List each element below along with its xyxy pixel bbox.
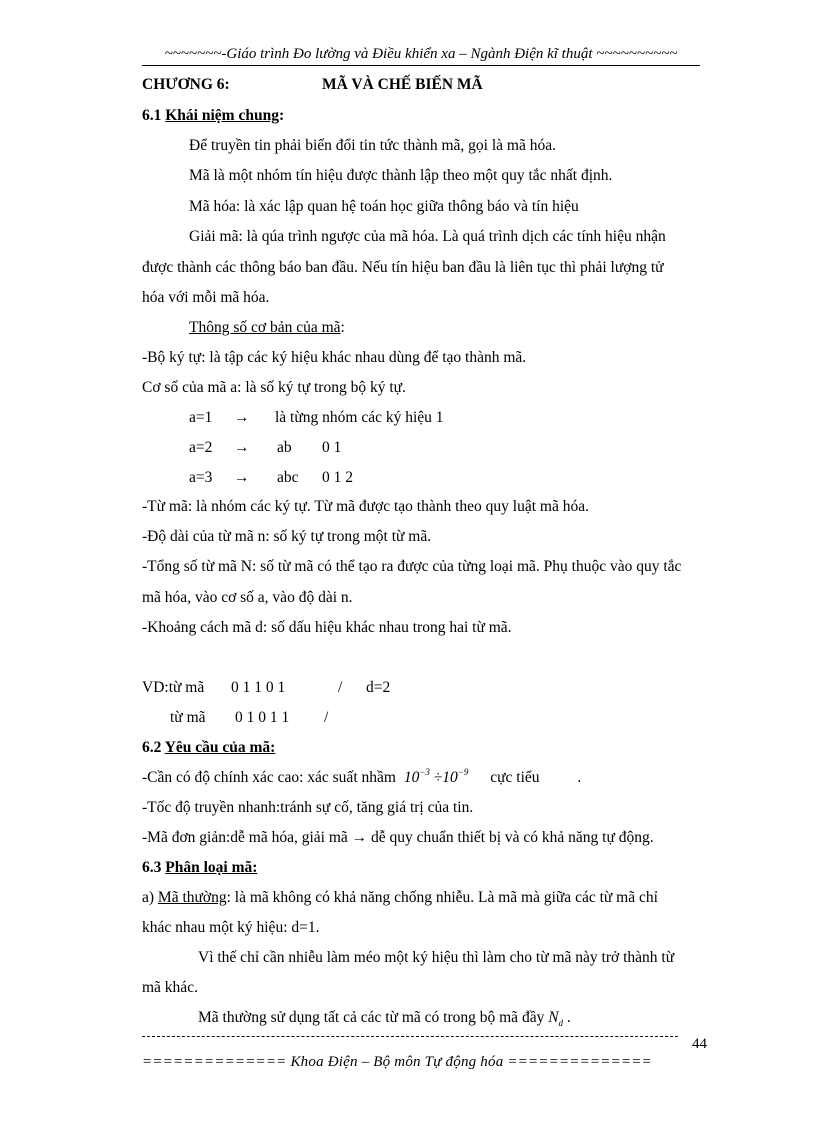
section-colon: :: [278, 107, 285, 124]
example-a: a=3: [189, 469, 213, 486]
example-label: từ mã: [170, 709, 206, 726]
paragraph: Giải mã: là qúa trình ngược của mã hóa. Là quá trình dịch các tính hiệu nhận: [189, 228, 666, 245]
paragraph: được thành các thông báo ban đầu. Nếu tín hiệu ban đầu là liên tục thì phải lượng tử: [142, 259, 664, 276]
section-6-2-heading: [142, 738, 275, 758]
chapter-title: MÃ VÀ CHẾ BIẾN MÃ: [322, 76, 483, 93]
chapter-label: CHƯƠNG 6:: [142, 76, 230, 93]
section-title: Yêu cầu của mã:: [164, 739, 276, 756]
section-6-1-heading: [142, 106, 284, 126]
params-colon: :: [340, 319, 345, 336]
error-probability: [404, 769, 469, 786]
running-footer: [142, 1054, 686, 1071]
page-number: 44: [692, 1036, 707, 1052]
paragraph: Vì thế chỉ cần nhiễu làm méo một ký hiệu thì làm cho từ mã này trở thành từ: [198, 949, 675, 966]
example-code: 0 1 1 0 1: [231, 679, 286, 696]
requirement: -Mã đơn giản:dễ mã hóa, giải mã → dễ quy chuẩn thiết bị và có khả năng tự động.: [142, 829, 654, 846]
paragraph: Để truyền tin phải biến đổi tin tức thành mã, gọi là mã hóa.: [189, 137, 556, 154]
example-a: a=1: [189, 409, 213, 426]
requirement-text: -Cần có độ chính xác cao: xác suất nhầm: [142, 769, 396, 786]
section-number: 6.1: [142, 107, 162, 124]
exp-power: −3: [419, 767, 430, 777]
example-symbols: abc: [277, 469, 299, 486]
paragraph: Mã hóa: là xác lập quan hệ toán học giữa thông báo và tín hiệu: [189, 198, 579, 215]
section-title: Phân loại mã:: [165, 859, 258, 876]
exp-op: ÷10: [429, 769, 458, 786]
exp-base: 10: [403, 769, 420, 786]
exp-power: −9: [457, 767, 469, 777]
example-code: 0 1 0 1 1: [235, 709, 290, 726]
requirement-text: cực tiểu: [490, 769, 540, 786]
arrow-icon: →: [234, 469, 250, 486]
definition: -Độ dài của từ mã n: số ký tự trong một từ mã.: [142, 528, 432, 545]
definition: -Tổng số từ mã N: số từ mã có thể tạo ra được của từng loại mã. Phụ thuộc vào quy tắc: [142, 558, 682, 575]
paragraph: mã khác.: [142, 979, 198, 996]
example-slash: /: [324, 709, 329, 726]
paragraph: Mã là một nhóm tín hiệu được thành lập theo một quy tắc nhất định.: [189, 167, 613, 184]
definition: Cơ số của mã a: là số ký tự trong bộ ký tự.: [142, 379, 406, 396]
example-a: a=2: [189, 439, 213, 456]
section-6-3-heading: [142, 858, 257, 878]
example-slash: /: [338, 679, 343, 696]
example-symbols: ab: [277, 439, 292, 456]
paragraph: [142, 888, 658, 908]
section-number: 6.2: [142, 739, 162, 756]
example-symbols: là từng nhóm các ký hiệu 1: [275, 409, 444, 426]
example-digits: 0 1: [322, 439, 342, 456]
footer-text: ============== Khoa Điện – Bộ môn Tự động hóa ==============: [142, 1054, 652, 1070]
item-text: : là mã không có khả năng chống nhiễu. Là mã mà giữa các từ mã chỉ: [226, 889, 658, 906]
symbol-N: N: [548, 1009, 559, 1026]
item-label: a): [142, 889, 155, 906]
paragraph-text: Mã thường sử dụng tất cả các từ mã có trong bộ mã đầy: [198, 1009, 545, 1026]
requirement: [142, 768, 581, 789]
example-label: VD:từ mã: [142, 679, 205, 696]
footer-divider: [142, 1036, 678, 1037]
item-term: Mã thường: [157, 889, 227, 906]
paragraph: hóa với mỗi mã hóa.: [142, 289, 270, 306]
paragraph-text: .: [563, 1009, 571, 1026]
subheading: [189, 318, 345, 338]
section-title: Khái niệm chung: [165, 107, 279, 124]
params-title: Thông số cơ bản của mã: [189, 319, 341, 336]
paragraph: khác nhau một ký hiệu: d=1.: [142, 919, 320, 936]
example-distance: d=2: [366, 679, 391, 696]
example-digits: 0 1 2: [322, 469, 353, 486]
arrow-icon: →: [234, 409, 250, 426]
definition: -Khoảng cách mã d: số dấu hiệu khác nhau trong hai từ mã.: [142, 619, 512, 636]
running-header: ~~~~~~~-Giáo trình Đo lường và Điều khiển xa – Ngành Điện kĩ thuật ~~~~~~~~~~: [142, 46, 700, 66]
definition: -Từ mã: là nhóm các ký tự. Từ mã được tạo thành theo quy luật mã hóa.: [142, 498, 589, 515]
symbol-subscript: d: [558, 1018, 564, 1028]
paragraph: [198, 1008, 571, 1029]
requirement: -Tốc độ truyền nhanh:tránh sự cố, tăng giá trị của tin.: [142, 799, 474, 816]
requirement-text: .: [577, 769, 582, 786]
definition: -Bộ ký tự: là tập các ký hiệu khác nhau dùng để tạo thành mã.: [142, 349, 527, 366]
arrow-icon: →: [234, 439, 250, 456]
section-number: 6.3: [142, 859, 162, 876]
definition: mã hóa, vào cơ số a, vào độ dài n.: [142, 589, 353, 606]
